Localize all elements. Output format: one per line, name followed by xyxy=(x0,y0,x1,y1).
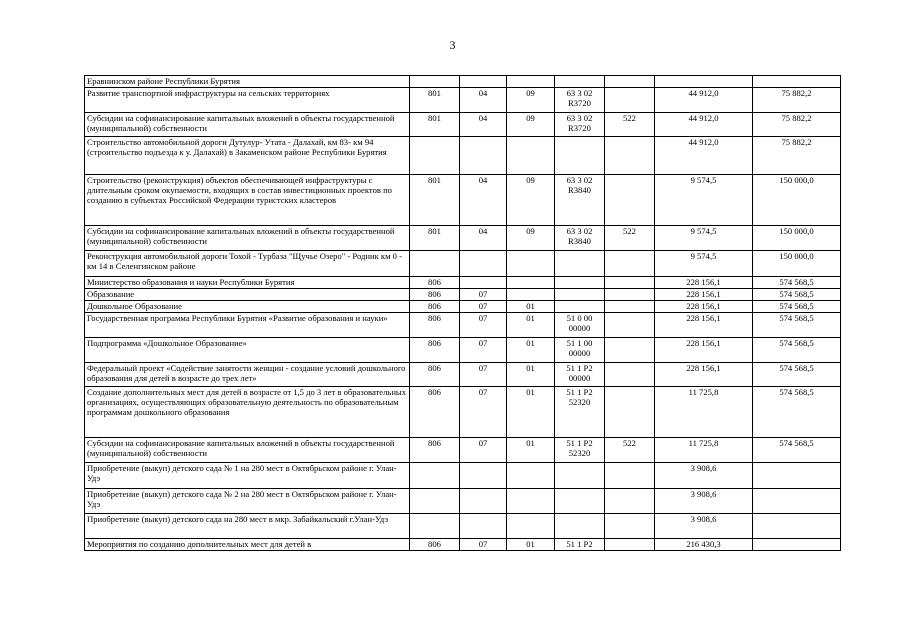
table-row xyxy=(85,137,841,175)
table-row xyxy=(85,226,841,251)
table-row xyxy=(85,363,841,387)
row-name: Субсидии на софинансирование капитальных вложений в объекты государственной (муниципальной) собственности xyxy=(85,226,410,251)
section-code: 07 xyxy=(460,438,507,463)
table-row xyxy=(85,463,841,489)
ministry-code xyxy=(410,137,460,175)
expense-type xyxy=(605,338,655,363)
amount-year-1: 228 156,1 xyxy=(655,363,753,387)
section-code xyxy=(460,463,507,489)
amount-year-2: 150 000,0 xyxy=(753,226,841,251)
table-row xyxy=(85,175,841,226)
subsection-code: 01 xyxy=(507,301,555,313)
row-name: Мероприятия по созданию дополнительных мест для детей в xyxy=(85,539,410,551)
expense-type xyxy=(605,489,655,514)
section-code xyxy=(460,137,507,175)
expense-type xyxy=(605,76,655,88)
table-row xyxy=(85,251,841,277)
section-code: 04 xyxy=(460,113,507,137)
section-code: 07 xyxy=(460,301,507,313)
row-name: Субсидии на софинансирование капитальных вложений в объекты государственной (муниципальной) собственности xyxy=(85,438,410,463)
row-name: Приобретение (выкуп) детского сада № 2 на 280 мест в Октябрьском районе г. Улан-Удэ xyxy=(85,489,410,514)
row-name: Создание дополнительных мест для детей в возрасте от 1,5 до 3 лет в образовательных организациях, осуществляющих образовательную деятельность по образовательным программам дошкольного образования xyxy=(85,387,410,438)
target-article xyxy=(555,251,605,277)
amount-year-1: 9 574,5 xyxy=(655,175,753,226)
subsection-code: 09 xyxy=(507,113,555,137)
section-code xyxy=(460,277,507,289)
budget-table xyxy=(84,75,841,551)
ministry-code xyxy=(410,489,460,514)
row-name: Министерство образования и науки Республики Бурятия xyxy=(85,277,410,289)
table-row xyxy=(85,301,841,313)
row-name: Приобретение (выкуп) детского сада на 280 мест в мкр. Забайкальский г.Улан-Удэ xyxy=(85,514,410,539)
ministry-code: 806 xyxy=(410,313,460,338)
table-row xyxy=(85,338,841,363)
table-row xyxy=(85,88,841,113)
target-article xyxy=(555,463,605,489)
amount-year-2 xyxy=(753,489,841,514)
table-row xyxy=(85,514,841,539)
table-row xyxy=(85,438,841,463)
expense-type: 522 xyxy=(605,226,655,251)
amount-year-1: 9 574,5 xyxy=(655,226,753,251)
subsection-code: 09 xyxy=(507,226,555,251)
ministry-code xyxy=(410,76,460,88)
subsection-code: 01 xyxy=(507,539,555,551)
target-article: 63 3 02 R3840 xyxy=(555,226,605,251)
subsection-code xyxy=(507,137,555,175)
subsection-code xyxy=(507,76,555,88)
row-name: Реконструкция автомобильной дороги Тохой - Турбаза "Щучье Озеро" - Родник км 0 - км 14 в Селенгинском районе xyxy=(85,251,410,277)
amount-year-2: 574 568,5 xyxy=(753,387,841,438)
amount-year-1 xyxy=(655,76,753,88)
amount-year-1: 228 156,1 xyxy=(655,301,753,313)
amount-year-2 xyxy=(753,76,841,88)
target-article xyxy=(555,301,605,313)
ministry-code: 806 xyxy=(410,289,460,301)
ministry-code: 806 xyxy=(410,363,460,387)
row-name: Приобретение (выкуп) детского сада № 1 на 280 мест в Октябрьском районе г. Улан-Удэ xyxy=(85,463,410,489)
amount-year-2 xyxy=(753,514,841,539)
table-row xyxy=(85,313,841,338)
ministry-code: 806 xyxy=(410,277,460,289)
amount-year-2: 574 568,5 xyxy=(753,363,841,387)
row-name: Дошкольное Образование xyxy=(85,301,410,313)
subsection-code xyxy=(507,251,555,277)
target-article xyxy=(555,489,605,514)
table-row xyxy=(85,387,841,438)
ministry-code: 806 xyxy=(410,539,460,551)
section-code: 04 xyxy=(460,88,507,113)
section-code xyxy=(460,514,507,539)
target-article: 51 1 P2 52320 xyxy=(555,438,605,463)
ministry-code: 806 xyxy=(410,438,460,463)
amount-year-2: 574 568,5 xyxy=(753,313,841,338)
subsection-code: 09 xyxy=(507,175,555,226)
amount-year-1: 44 912,0 xyxy=(655,137,753,175)
row-name: Образование xyxy=(85,289,410,301)
target-article xyxy=(555,76,605,88)
amount-year-2: 574 568,5 xyxy=(753,289,841,301)
expense-type xyxy=(605,313,655,338)
target-article: 51 0 00 00000 xyxy=(555,313,605,338)
subsection-code xyxy=(507,277,555,289)
subsection-code: 01 xyxy=(507,438,555,463)
amount-year-1: 228 156,1 xyxy=(655,277,753,289)
expense-type xyxy=(605,363,655,387)
row-name: Развитие транспортной инфраструктуры на сельских территориях xyxy=(85,88,410,113)
table-row xyxy=(85,539,841,551)
amount-year-2 xyxy=(753,463,841,489)
section-code xyxy=(460,251,507,277)
amount-year-1: 3 908,6 xyxy=(655,514,753,539)
ministry-code xyxy=(410,514,460,539)
target-article xyxy=(555,514,605,539)
expense-type xyxy=(605,88,655,113)
row-name: Государственная программа Республики Бурятия «Развитие образования и науки» xyxy=(85,313,410,338)
amount-year-1: 44 912,0 xyxy=(655,88,753,113)
amount-year-2: 574 568,5 xyxy=(753,277,841,289)
amount-year-2: 75 882,2 xyxy=(753,88,841,113)
amount-year-2: 574 568,5 xyxy=(753,338,841,363)
subsection-code xyxy=(507,489,555,514)
amount-year-1: 228 156,1 xyxy=(655,289,753,301)
section-code: 07 xyxy=(460,313,507,338)
row-name: Еравнинском районе Республики Бурятия xyxy=(85,76,410,88)
amount-year-1: 44 912,0 xyxy=(655,113,753,137)
amount-year-2: 75 882,2 xyxy=(753,137,841,175)
expense-type xyxy=(605,137,655,175)
amount-year-2: 150 000,0 xyxy=(753,251,841,277)
expense-type xyxy=(605,301,655,313)
target-article: 51 1 00 00000 xyxy=(555,338,605,363)
table-row xyxy=(85,113,841,137)
amount-year-1: 3 908,6 xyxy=(655,489,753,514)
subsection-code xyxy=(507,514,555,539)
section-code: 07 xyxy=(460,387,507,438)
amount-year-2: 574 568,5 xyxy=(753,301,841,313)
subsection-code: 01 xyxy=(507,338,555,363)
amount-year-1: 9 574,5 xyxy=(655,251,753,277)
ministry-code xyxy=(410,251,460,277)
subsection-code: 01 xyxy=(507,387,555,438)
amount-year-1: 228 156,1 xyxy=(655,313,753,338)
expense-type: 522 xyxy=(605,438,655,463)
target-article xyxy=(555,137,605,175)
ministry-code: 806 xyxy=(410,387,460,438)
amount-year-2 xyxy=(753,539,841,551)
target-article: 63 3 02 R3840 xyxy=(555,175,605,226)
ministry-code xyxy=(410,463,460,489)
amount-year-2: 75 882,2 xyxy=(753,113,841,137)
section-code xyxy=(460,76,507,88)
section-code: 07 xyxy=(460,539,507,551)
section-code: 07 xyxy=(460,289,507,301)
table-row xyxy=(85,277,841,289)
expense-type xyxy=(605,463,655,489)
target-article xyxy=(555,289,605,301)
amount-year-1: 228 156,1 xyxy=(655,338,753,363)
section-code: 07 xyxy=(460,338,507,363)
table-body xyxy=(85,76,841,551)
amount-year-1: 216 430,3 xyxy=(655,539,753,551)
page-number: 3 xyxy=(449,38,456,52)
section-code: 04 xyxy=(460,175,507,226)
row-name: Субсидии на софинансирование капитальных вложений в объекты государственной (муниципальной) собственности xyxy=(85,113,410,137)
target-article xyxy=(555,277,605,289)
row-name: Строительство автомобильной дороги Дутулур- Утата - Далахай, км 83- км 94 (строительство подъезда к у. Далахай) в Закаменском районе Республики Бурятия xyxy=(85,137,410,175)
expense-type xyxy=(605,251,655,277)
subsection-code xyxy=(507,289,555,301)
expense-type xyxy=(605,514,655,539)
row-name: Федеральный проект «Содействие занятости женщин - создание условий дошкольного образования для детей в возрасте до трех лет» xyxy=(85,363,410,387)
expense-type xyxy=(605,539,655,551)
expense-type: 522 xyxy=(605,113,655,137)
ministry-code: 801 xyxy=(410,113,460,137)
target-article: 51 1 P2 xyxy=(555,539,605,551)
ministry-code: 801 xyxy=(410,226,460,251)
target-article: 51 1 P2 52320 xyxy=(555,387,605,438)
amount-year-1: 3 908,6 xyxy=(655,463,753,489)
table-row xyxy=(85,489,841,514)
amount-year-1: 11 725,8 xyxy=(655,438,753,463)
row-name: Подпрограмма «Дошкольное Образование» xyxy=(85,338,410,363)
ministry-code: 806 xyxy=(410,301,460,313)
row-name: Строительство (реконструкция) объектов обеспечивающей инфраструктуры с длительным сроком окупаемости, входящих в состав инвестиционных проектов по созданию в субъектах Российской Федерации туристских кластеров xyxy=(85,175,410,226)
target-article: 51 1 P2 00000 xyxy=(555,363,605,387)
amount-year-2: 574 568,5 xyxy=(753,438,841,463)
expense-type xyxy=(605,289,655,301)
ministry-code: 801 xyxy=(410,175,460,226)
section-code xyxy=(460,489,507,514)
table-row xyxy=(85,289,841,301)
subsection-code: 09 xyxy=(507,88,555,113)
section-code: 04 xyxy=(460,226,507,251)
subsection-code xyxy=(507,463,555,489)
amount-year-2: 150 000,0 xyxy=(753,175,841,226)
expense-type xyxy=(605,277,655,289)
target-article: 63 3 02 R3720 xyxy=(555,88,605,113)
table-row xyxy=(85,76,841,88)
ministry-code: 801 xyxy=(410,88,460,113)
target-article: 63 3 02 R3720 xyxy=(555,113,605,137)
amount-year-1: 11 725,8 xyxy=(655,387,753,438)
expense-type xyxy=(605,387,655,438)
expense-type xyxy=(605,175,655,226)
section-code: 07 xyxy=(460,363,507,387)
subsection-code: 01 xyxy=(507,313,555,338)
ministry-code: 806 xyxy=(410,338,460,363)
subsection-code: 01 xyxy=(507,363,555,387)
